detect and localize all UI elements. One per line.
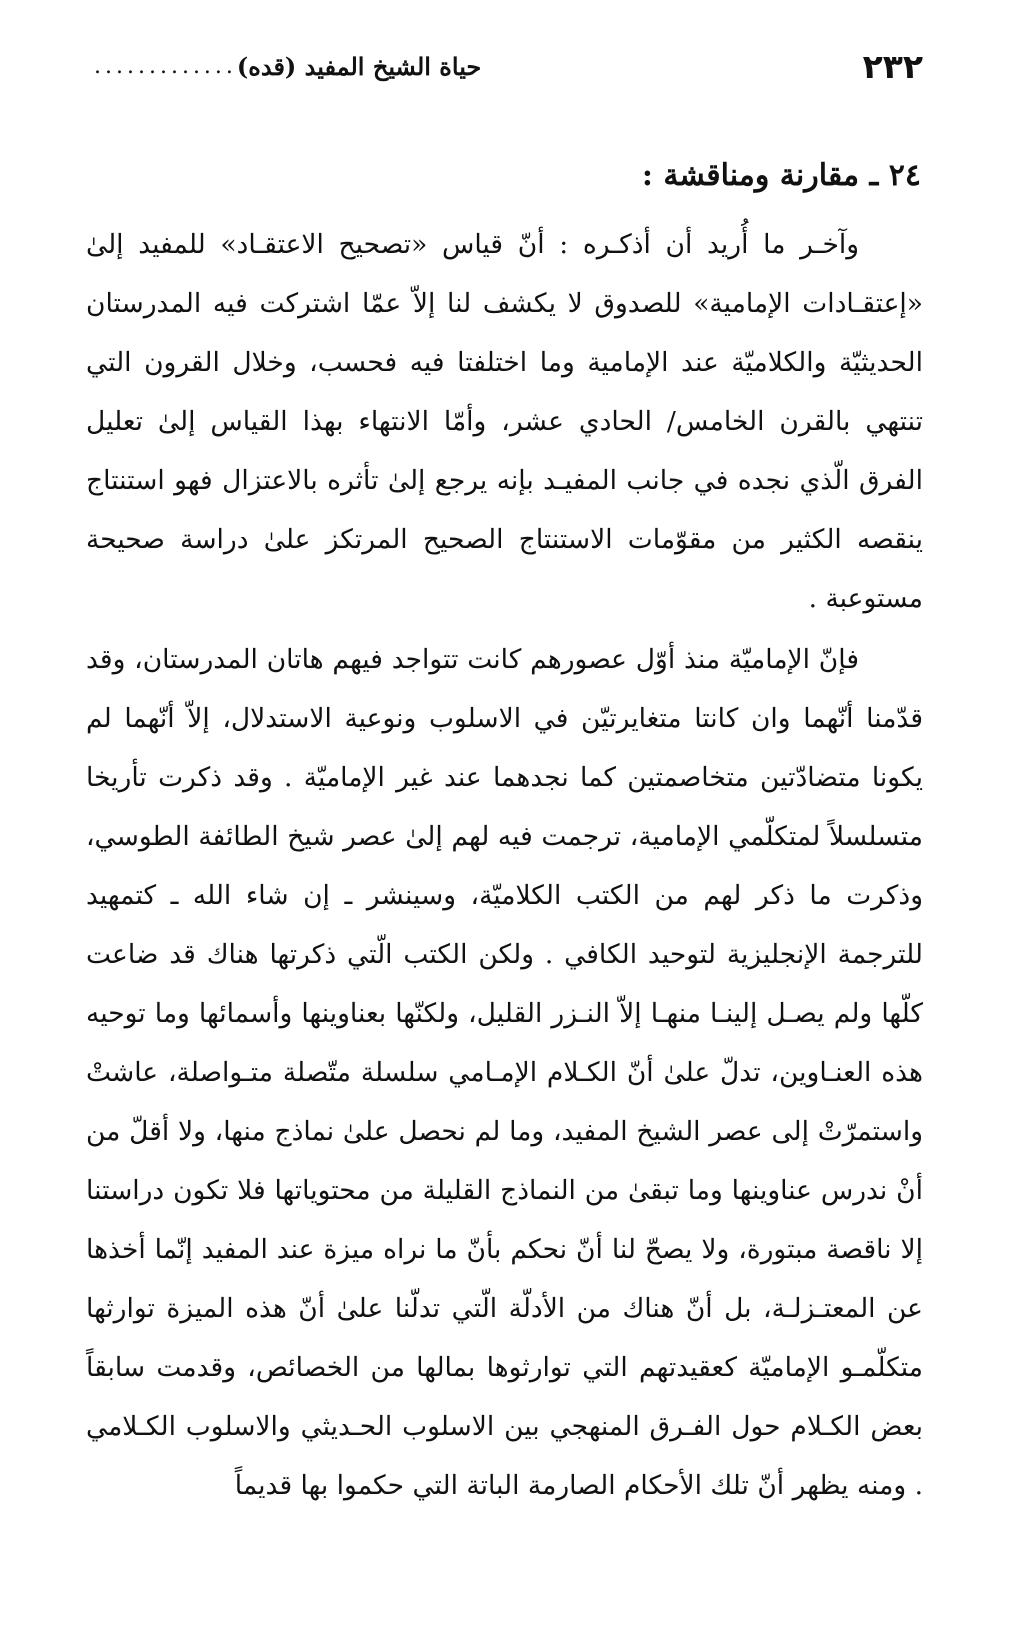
page-number: ٢٣٢ (862, 46, 923, 86)
body-text (86, 215, 923, 1515)
page-header (88, 42, 923, 90)
running-title-text: حياة الشيخ المفيد (قده) (236, 51, 482, 81)
paragraph: فإنّ الإماميّة منذ أوّل عصورهم كانت تتواجد فيهم هاتان المدرستان، وقد قدّمنا أنّهما وان كانتا متغايرتيّن في الاسلوب ونوعية الاستدلال، إلاّ أنّهما لم يكونا متضادّتين متخاصمتين كما نجدهما عند غير الإماميّة . وقد ذكرت تأريخا متسلسلاً لمتكلّمي الإمامية، ترجمت فيه لهم إلىٰ عصر شيخ الطائفة الطوسي، وذكرت ما ذكر لهم من الكتب الكلاميّة، وسينشر ـ إن شاء الله ـ كتمهيد للترجمة الإنجليزية لتوحيد الكافي . ولكن الكتب الّتي ذكرتها هناك قد ضاعت كلّها ولم يصـل إلينـا منهـا إلاّ النـزر القليل، ولكنّها بعناوينها وأسمائها وما توحيه هذه العنـاوين، تدلّ علىٰ أنّ الكـلام الإمـامي سلسلة متّصلة متـواصلة، عاشتْ واستمرّتْ إلى عصر الشيخ المفيد، وما لم نحصل علىٰ نماذج منها، ولا أقلّ من أنْ ندرس عناوينها وما تبقىٰ من النماذج القليلة من محتوياتها فلا تكون دراستنا إلا ناقصة مبتورة، ولا يصحّ لنا أنّ نحكم بأنّ ما نراه ميزة عند المفيد إنّما أخذها عن المعتـزلـة، بل أنّ هناك من الأدلّة الّتي تدلّنا علىٰ أنّ هذه الميزة توارثها متكلّمـو الإماميّة كعقيدتهم التي توارثوها بمالها من الخصائص، وقدمت سابقاً بعض الكـلام حول الفـرق المنهجي بين الاسلوب الحـديثي والاسلوب الكـلامي . ومنه يظهر أنّ تلك الأحكام الصارمة الباتة التي حكموا بها قديماً (86, 644, 923, 1501)
running-title (88, 52, 481, 81)
section-heading: ٢٤ ـ مقارنة ومناقشة : (641, 158, 921, 193)
leader-dots: ............. (94, 53, 237, 79)
paragraph: وآخـر ما أُريد أن أذكـره : أنّ قياس «تصحيح الاعتقـاد» للمفيد إلىٰ «إعتقـادات الإمامية» للصدوق لا يكشف لنا إلاّ عمّا اشتركت فيه المدرستان الحديثيّة والكلاميّة عند الإمامية وما اختلفتا فيه فحسب، وخلال القرون التي تنتهي بالقرن الخامس/ الحادي عشر، وأمّا الانتهاء بهذا القياس إلىٰ تعليل الفرق الّذي نجده في جانب المفيـد بإنه يرجع إلىٰ تأثره بالاعتزال فهو استنتاج ينقصه الكثير من مقوّمات الاستنتاج الصحيح المرتكز علىٰ دراسة صحيحة مستوعبة . (86, 229, 923, 614)
